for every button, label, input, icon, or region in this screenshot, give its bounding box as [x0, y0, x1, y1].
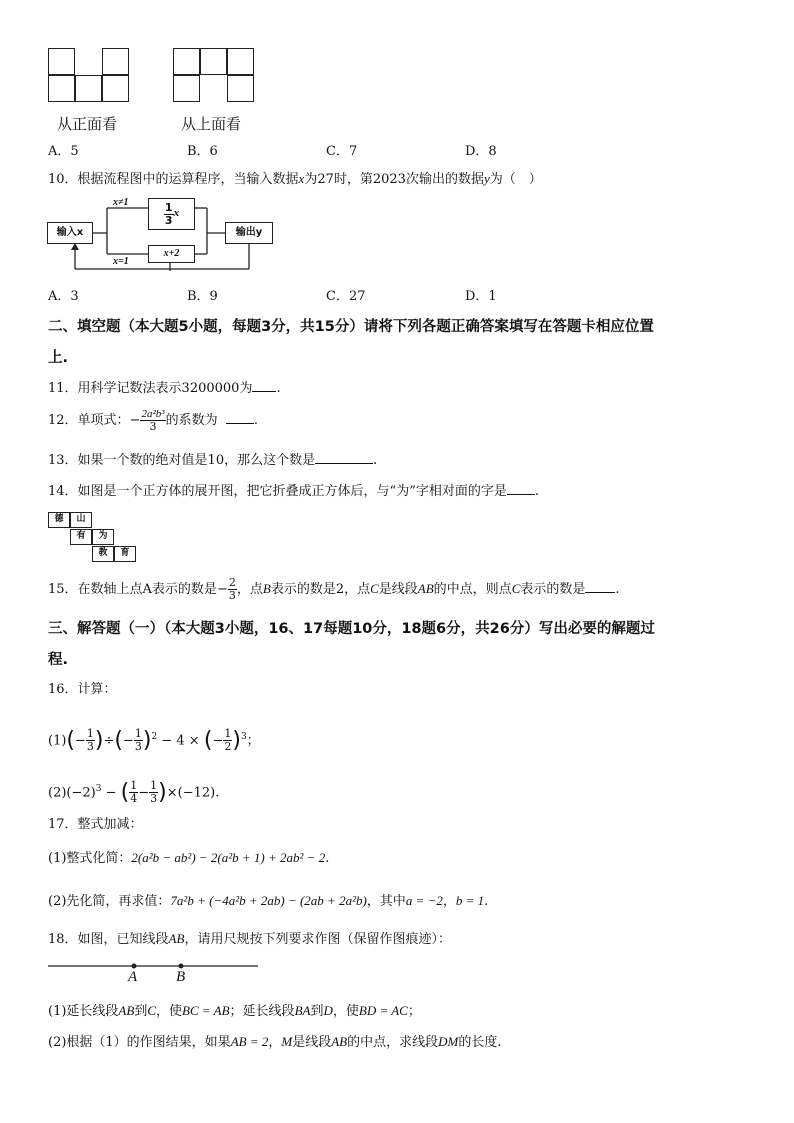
q10-option-d: D．1	[465, 289, 497, 304]
q10-option-a: A．3	[48, 289, 79, 304]
answer-blank	[226, 411, 254, 424]
section2-heading: 二、填空题（本大题5小题，每题3分，共15分）请将下列各题正确答案填写在答题卡相应位置	[48, 319, 654, 335]
q14: 14．如图是一个正方体的展开图，把它折叠成正方体后，与“为”字相对面的字是 .	[48, 484, 539, 499]
q18-part1: (1)延长线段AB到C，使BC = AB；延长线段BA到D，使BD = AC；	[48, 1003, 421, 1019]
q18-part2: (2)根据（1）的作图结果，如果AB = 2，M是线段AB的中点，求线段DM的长度.	[48, 1034, 502, 1050]
section3-heading-cont: 程.	[48, 652, 69, 668]
label-a: A	[128, 969, 138, 985]
section3-heading: 三、解答题（一）（本大题3小题，16、17每题10分，18题6分，共26分）写出必要的解题过	[48, 621, 655, 637]
flow-op-bottom-box: x+2	[148, 245, 195, 263]
top-view-grid	[173, 48, 259, 106]
net-face-1: 德	[48, 512, 70, 528]
flow-op-top-box: $\frac{1}{3}$ x	[148, 198, 195, 230]
q17-part1: (1)整式化简：2(a²b − ab²) − 2(a²b + 1) + 2ab² − 2.	[48, 850, 330, 866]
flow-cond-bottom: x=1	[113, 256, 129, 267]
q9-option-a: A．5	[48, 144, 79, 159]
answer-blank	[252, 379, 276, 392]
q9-option-b: B．6	[187, 144, 218, 159]
q10-flowchart	[45, 197, 285, 277]
point-a	[132, 964, 137, 969]
q9-option-d: D．8	[465, 144, 497, 159]
q16-part2: $(2)(-2)^3$ − ( $\frac{1}{4}$ − $\frac{1}{3}$ )×(−12).	[48, 779, 220, 806]
q10-option-c: C．27	[326, 289, 366, 304]
q10-stem: 10．根据流程图中的运算程序，当输入数据x为27时，第2023次输出的数据y为（ ）	[48, 171, 542, 187]
q18-title: 18．如图，已知线段AB，请用尺规按下列要求作图（保留作图痕迹）：	[48, 931, 451, 947]
flow-output-box: 输出y	[225, 222, 273, 244]
q16-title: 16．计算：	[48, 682, 117, 697]
q9-option-c: C．7	[326, 144, 358, 159]
flow-cond-top: x≠1	[113, 197, 129, 208]
q11: 11．用科学记数法表示3200000为 .	[48, 381, 281, 396]
top-view-caption: 从上面看	[181, 115, 242, 133]
label-b: B	[176, 969, 186, 985]
q10-option-b: B．9	[187, 289, 218, 304]
answer-blank	[507, 482, 535, 495]
flow-input-box: 输入x	[47, 222, 93, 244]
net-face-2: 山	[70, 512, 92, 528]
point-b	[179, 964, 184, 969]
net-face-5: 教	[92, 546, 114, 562]
net-face-4: 为	[92, 529, 114, 545]
net-face-6: 育	[114, 546, 136, 562]
front-view-caption: 从正面看	[57, 115, 118, 133]
q16-part1: (1)(− $\frac{1}{3}$ )÷(− $\frac{1}{3}$ )$^2$ − 4 × (− $\frac{1}{2}$ )$^3$；	[48, 727, 260, 754]
cube-net	[48, 512, 143, 564]
q15: 15．在数轴上点A表示的数是− $\frac{2}{3}$ ，点B表示的数是2，点C是线段AB的中点，则点C表示的数是 .	[48, 576, 620, 602]
front-view-grid	[48, 48, 134, 106]
net-face-3: 有	[70, 529, 92, 545]
q13: 13．如果一个数的绝对值是10，那么这个数是 .	[48, 453, 378, 468]
answer-blank	[315, 451, 373, 464]
q12: 12．单项式：− $\frac{\text{2a²b³}}{3}$ 的系数为 .	[48, 408, 258, 433]
q17-title: 17．整式加减：	[48, 817, 143, 832]
section2-heading-cont: 上.	[48, 350, 69, 366]
q17-part2: (2)先化简，再求值：7a²b + (−4a²b + 2ab) − (2ab + 2a²b)，其中a = −2，b = 1.	[48, 893, 489, 909]
answer-blank	[585, 580, 615, 593]
segment-ab-figure	[48, 958, 268, 988]
